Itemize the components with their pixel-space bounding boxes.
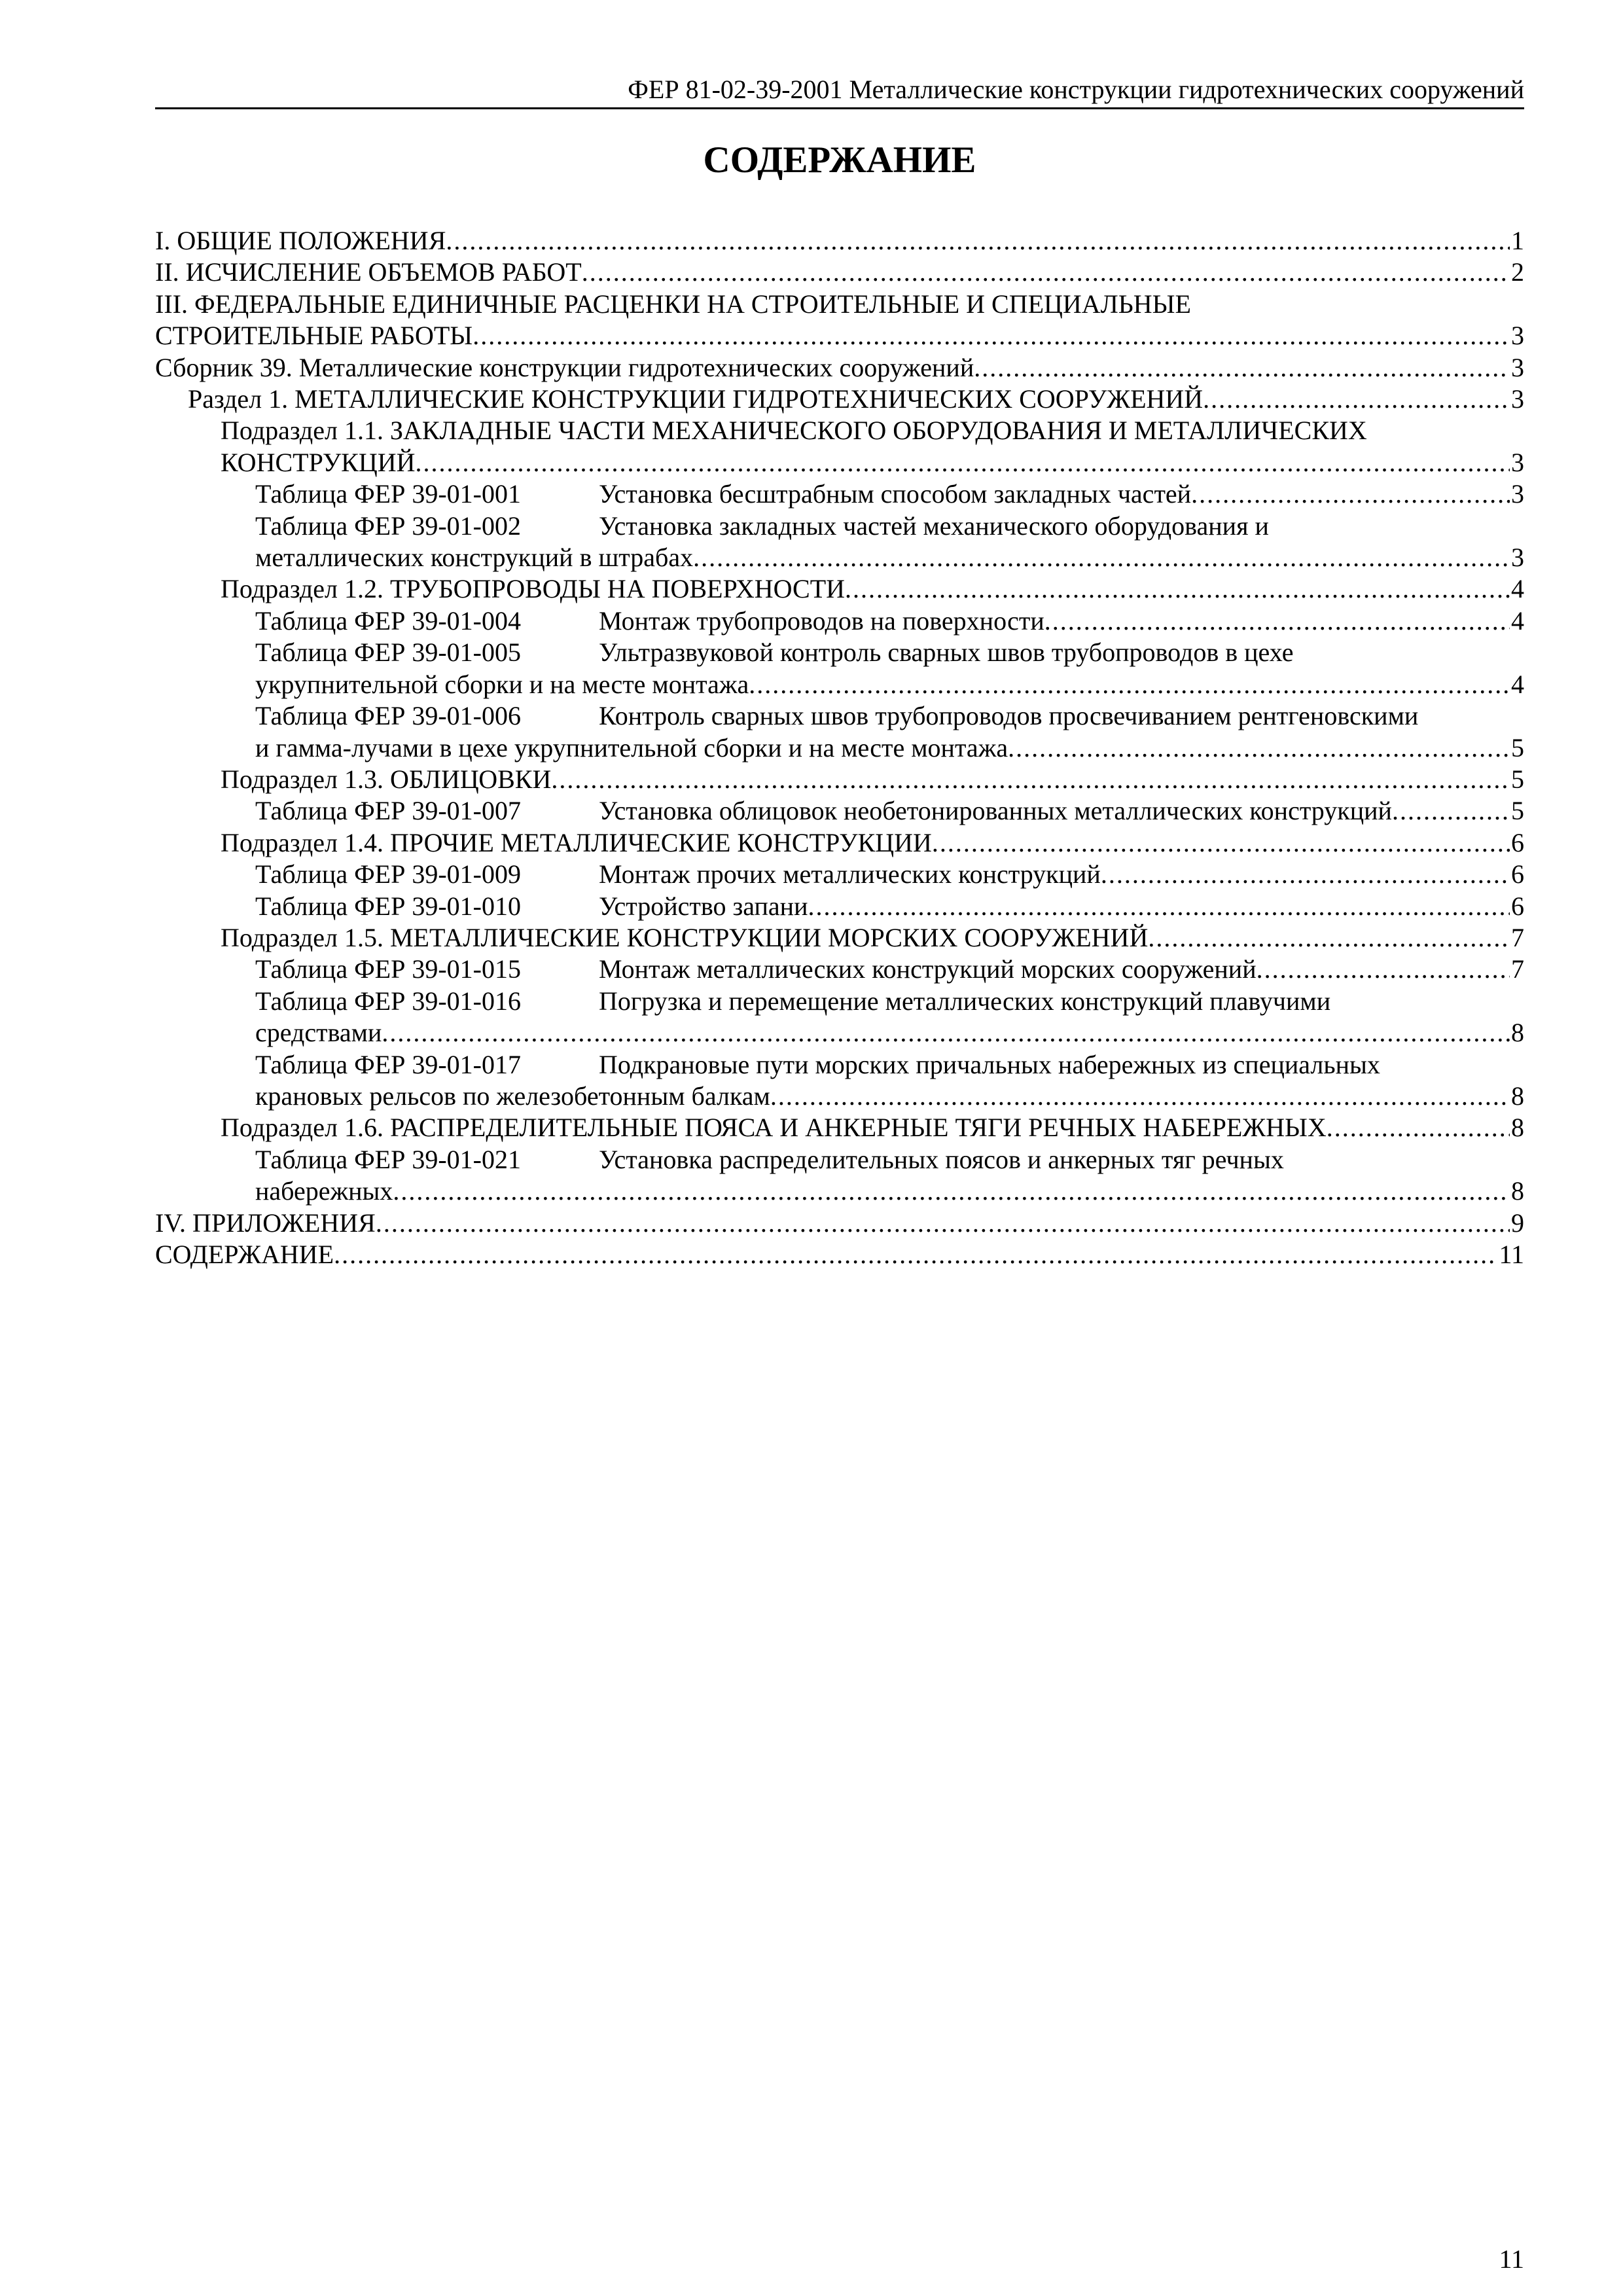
toc-entry-line — [255, 637, 1524, 668]
toc-page-number: 9 — [1511, 1208, 1524, 1238]
toc-entry-label: II. ИСЧИСЛЕНИЕ ОБЪЕМОВ РАБОТ — [155, 257, 582, 287]
toc-entry-row — [255, 478, 1524, 510]
toc-entry[interactable] — [155, 922, 1524, 954]
table-code: Таблица ФЕР 39-01-016 — [255, 986, 521, 1016]
toc-page-number: 4 — [1511, 605, 1524, 636]
toc-entry-row — [255, 795, 1524, 827]
dot-leader — [446, 225, 1510, 257]
toc-entry[interactable] — [155, 954, 1524, 985]
table-code: Таблица ФЕР 39-01-006 — [255, 701, 521, 731]
toc-entry-label: СОДЕРЖАНИЕ — [155, 1240, 334, 1269]
toc-page-number: 3 — [1511, 543, 1524, 573]
toc-entry-label: Монтаж трубопроводов на поверхности — [599, 605, 1044, 636]
toc-entry-row — [221, 922, 1524, 954]
toc-entry-label: Раздел 1. МЕТАЛЛИЧЕСКИЕ КОНСТРУКЦИИ ГИДРОТЕХНИЧЕСКИХ СООРУЖЕНИЙ — [188, 384, 1204, 414]
toc-entry-row — [255, 1175, 1524, 1207]
toc-entry-row — [221, 764, 1524, 795]
toc-entry[interactable] — [155, 1049, 1524, 1113]
dot-leader — [582, 257, 1510, 288]
toc-page-number: 6 — [1511, 891, 1524, 921]
toc-entry-text — [155, 1239, 334, 1270]
toc-entry-label: Монтаж прочих металлических конструкций — [599, 859, 1101, 889]
table-code: Таблица ФЕР 39-01-017 — [255, 1049, 521, 1079]
table-code: Таблица ФЕР 39-01-001 — [255, 479, 521, 509]
toc-entry-row — [155, 352, 1524, 384]
dot-leader — [1392, 795, 1510, 827]
toc-entry-text — [255, 891, 808, 922]
toc-page-number: 8 — [1511, 1018, 1524, 1048]
toc-entry-label: Подраздел 1.4. ПРОЧИЕ МЕТАЛЛИЧЕСКИЕ КОНСТРУКЦИИ — [221, 827, 932, 857]
toc-entry[interactable] — [155, 478, 1524, 510]
toc-page-number: 6 — [1511, 859, 1524, 889]
toc-entry-label: Сборник 39. Металлические конструкции гидротехнических сооружений — [155, 352, 974, 382]
toc-entry[interactable] — [155, 637, 1524, 700]
toc-entry-row — [255, 605, 1524, 637]
dot-leader — [808, 891, 1510, 922]
toc-page-number: 1 — [1511, 226, 1524, 255]
toc-entry-label: Подраздел 1.5. МЕТАЛЛИЧЕСКИЕ КОНСТРУКЦИИ МОРСКИХ СООРУЖЕНИЙ — [221, 922, 1149, 952]
toc-entry-text — [155, 1208, 376, 1239]
toc-entry-label: укрупнительной сборки и на месте монтажа — [255, 669, 749, 699]
toc-entry-text — [255, 859, 1101, 890]
toc-page-number: 5 — [1511, 764, 1524, 794]
page-number: 11 — [1499, 2244, 1524, 2274]
table-of-contents — [155, 225, 1524, 1270]
toc-entry-text — [188, 384, 1203, 415]
toc-entry-line — [255, 1049, 1524, 1081]
toc-entry-row — [155, 320, 1524, 351]
table-code: Таблица ФЕР 39-01-010 — [255, 891, 521, 921]
toc-entry-row — [255, 1017, 1524, 1049]
toc-entry-row — [188, 384, 1524, 415]
toc-entry[interactable] — [155, 415, 1524, 478]
toc-entry-label: Подраздел 1.6. РАСПРЕДЕЛИТЕЛЬНЫЕ ПОЯСА И АНКЕРНЫЕ ТЯГИ РЕЧНЫХ НАБЕРЕЖНЫХ — [221, 1113, 1327, 1143]
toc-entry-text: Ультразвуковой контроль сварных швов трубопроводов в цехе — [599, 637, 1294, 668]
toc-entry-row — [255, 1081, 1524, 1112]
dot-leader — [1148, 922, 1510, 954]
dot-leader — [376, 1208, 1510, 1239]
toc-entry-line — [255, 511, 1524, 542]
toc-entry-text — [155, 225, 446, 257]
toc-entry-text — [221, 764, 551, 795]
toc-entry-text — [221, 922, 1148, 954]
dot-leader — [1191, 478, 1510, 510]
toc-entry-label: СТРОИТЕЛЬНЫЕ РАБОТЫ — [155, 321, 473, 351]
toc-entry-row — [255, 542, 1524, 573]
dot-leader — [551, 764, 1510, 795]
toc-entry-text: III. ФЕДЕРАЛЬНЫЕ ЕДИНИЧНЫЕ РАСЦЕНКИ НА СТРОИТЕЛЬНЫЕ И СПЕЦИАЛЬНЫЕ — [155, 289, 1191, 319]
toc-entry-text — [221, 447, 415, 478]
toc-entry-text — [255, 1017, 382, 1049]
toc-entry-row — [255, 669, 1524, 700]
toc-entry-label: Установка бесштрабным способом закладных частей — [599, 479, 1192, 509]
toc-entry[interactable] — [155, 257, 1524, 288]
toc-page-number: 3 — [1511, 479, 1524, 509]
toc-entry-label: КОНСТРУКЦИЙ — [221, 447, 416, 477]
toc-entry-row — [155, 1239, 1524, 1270]
table-code: Таблица ФЕР 39-01-009 — [255, 859, 521, 889]
toc-page-number: 11 — [1499, 1240, 1524, 1269]
toc-entry-text — [221, 827, 932, 859]
dot-leader — [382, 1017, 1510, 1049]
toc-entry-line — [155, 289, 1524, 320]
toc-entry[interactable] — [155, 1239, 1524, 1270]
toc-entry-text: Погрузка и перемещение металлических конструкций плавучими — [599, 986, 1331, 1016]
toc-entry[interactable] — [155, 289, 1524, 352]
toc-entry-line — [255, 1144, 1524, 1175]
toc-entry-label: средствами — [255, 1018, 382, 1048]
toc-entry-row — [221, 1112, 1524, 1143]
toc-entry[interactable] — [155, 352, 1524, 384]
toc-entry[interactable] — [155, 795, 1524, 827]
toc-page-number: 5 — [1511, 796, 1524, 826]
toc-entry-label: Монтаж металлических конструкций морских сооружений — [599, 954, 1257, 984]
dot-leader — [415, 447, 1510, 478]
toc-entry-text — [221, 573, 845, 605]
toc-page-number: 3 — [1511, 447, 1524, 477]
toc-entry[interactable] — [155, 986, 1524, 1049]
toc-entry-line — [255, 700, 1524, 732]
dot-leader — [1257, 954, 1510, 985]
toc-entry[interactable] — [155, 511, 1524, 574]
toc-entry[interactable] — [155, 1112, 1524, 1143]
toc-entry-label: металлических конструкций в штрабах — [255, 543, 694, 573]
toc-entry-label: Подраздел 1.3. ОБЛИЦОВКИ — [221, 764, 552, 794]
toc-entry-row — [221, 447, 1524, 478]
toc-entry-row — [155, 225, 1524, 257]
toc-entry-row — [255, 891, 1524, 922]
table-code: Таблица ФЕР 39-01-021 — [255, 1144, 521, 1174]
toc-entry-label: IV. ПРИЛОЖЕНИЯ — [155, 1208, 376, 1238]
dot-leader — [932, 827, 1510, 859]
toc-page-number: 6 — [1511, 827, 1524, 857]
toc-entry-text — [255, 795, 1392, 827]
toc-entry-text — [221, 1112, 1327, 1143]
dot-leader — [1008, 732, 1510, 764]
page-title: СОДЕРЖАНИЕ — [703, 139, 976, 181]
toc-page-number: 3 — [1511, 321, 1524, 351]
toc-entry-text — [155, 320, 473, 351]
toc-entry-label: I. ОБЩИЕ ПОЛОЖЕНИЯ — [155, 226, 446, 255]
toc-entry-text — [255, 669, 749, 700]
toc-entry-text: Подраздел 1.1. ЗАКЛАДНЫЕ ЧАСТИ МЕХАНИЧЕСКОГО ОБОРУДОВАНИЯ И МЕТАЛЛИЧЕСКИХ — [221, 416, 1367, 446]
toc-entry-text — [155, 257, 582, 288]
toc-entry-row — [255, 859, 1524, 890]
table-code: Таблица ФЕР 39-01-005 — [255, 637, 521, 668]
toc-entry-text — [255, 1081, 770, 1112]
toc-page-number: 5 — [1511, 732, 1524, 762]
toc-entry-text — [255, 732, 1008, 764]
toc-entry[interactable] — [155, 605, 1524, 637]
table-code: Таблица ФЕР 39-01-002 — [255, 511, 521, 541]
toc-entry[interactable] — [155, 891, 1524, 922]
toc-entry[interactable] — [155, 1144, 1524, 1208]
toc-entry-line — [221, 415, 1524, 446]
toc-entry-row — [155, 257, 1524, 288]
toc-entry-label: набережных — [255, 1176, 393, 1206]
toc-page-number: 4 — [1511, 574, 1524, 604]
toc-page-number: 8 — [1511, 1113, 1524, 1143]
toc-page-number: 7 — [1511, 922, 1524, 952]
toc-entry-text — [255, 605, 1044, 637]
toc-entry-label: крановых рельсов по железобетонным балкам — [255, 1081, 770, 1111]
dot-leader — [749, 669, 1510, 700]
toc-entry-text: Подкрановые пути морских причальных набережных из специальных — [599, 1049, 1380, 1079]
toc-entry-row — [221, 573, 1524, 605]
running-header: ФЕР 81-02-39-2001 Металлические конструкции гидротехнических сооружений — [628, 75, 1524, 104]
toc-entry-text: Установка распределительных поясов и анкерных тяг речных — [599, 1144, 1284, 1174]
toc-entry[interactable] — [155, 700, 1524, 764]
dot-leader — [1327, 1112, 1510, 1143]
toc-entry-text — [255, 542, 693, 573]
toc-entry[interactable] — [155, 225, 1524, 257]
toc-entry-line — [255, 986, 1524, 1017]
table-code: Таблица ФЕР 39-01-007 — [255, 796, 521, 826]
toc-page-number: 4 — [1511, 669, 1524, 699]
dot-leader — [334, 1239, 1497, 1270]
toc-entry[interactable] — [155, 573, 1524, 605]
toc-entry[interactable] — [155, 764, 1524, 795]
toc-entry-text — [255, 954, 1257, 985]
toc-page-number: 2 — [1511, 257, 1524, 287]
toc-entry[interactable] — [155, 384, 1524, 415]
toc-page-number: 3 — [1511, 352, 1524, 382]
toc-entry-label: Подраздел 1.2. ТРУБОПРОВОДЫ НА ПОВЕРХНОСТИ — [221, 574, 846, 604]
toc-entry-text: Контроль сварных швов трубопроводов просвечиванием рентгеновскими — [599, 701, 1419, 731]
toc-entry-text — [255, 478, 1191, 510]
dot-leader — [1101, 859, 1510, 890]
toc-entry-row — [155, 1208, 1524, 1239]
dot-leader — [473, 320, 1510, 351]
table-code: Таблица ФЕР 39-01-015 — [255, 954, 521, 984]
toc-entry-row — [255, 732, 1524, 764]
toc-page-number: 7 — [1511, 954, 1524, 984]
dot-leader — [770, 1081, 1510, 1112]
toc-entry-label: и гамма-лучами в цехе укрупнительной сборки и на месте монтажа — [255, 732, 1008, 762]
dot-leader — [393, 1175, 1510, 1207]
dot-leader — [845, 573, 1510, 605]
toc-entry-text — [255, 1175, 393, 1207]
toc-entry-text: Установка закладных частей механического оборудования и — [599, 511, 1269, 541]
toc-page-number: 8 — [1511, 1081, 1524, 1111]
header-rule — [155, 107, 1524, 109]
dot-leader — [1044, 605, 1510, 637]
toc-entry-label: Устройство запани — [599, 891, 808, 921]
toc-entry[interactable] — [155, 1208, 1524, 1239]
dot-leader — [974, 352, 1510, 384]
table-code: Таблица ФЕР 39-01-004 — [255, 605, 521, 636]
toc-entry-label: Установка облицовок необетонированных металлических конструкций — [599, 796, 1392, 826]
toc-entry[interactable] — [155, 859, 1524, 890]
dot-leader — [693, 542, 1510, 573]
dot-leader — [1203, 384, 1510, 415]
toc-page-number: 8 — [1511, 1176, 1524, 1206]
toc-entry-text — [155, 352, 974, 384]
toc-entry-row — [255, 954, 1524, 985]
toc-entry[interactable] — [155, 827, 1524, 859]
toc-entry-row — [221, 827, 1524, 859]
toc-page-number: 3 — [1511, 384, 1524, 414]
